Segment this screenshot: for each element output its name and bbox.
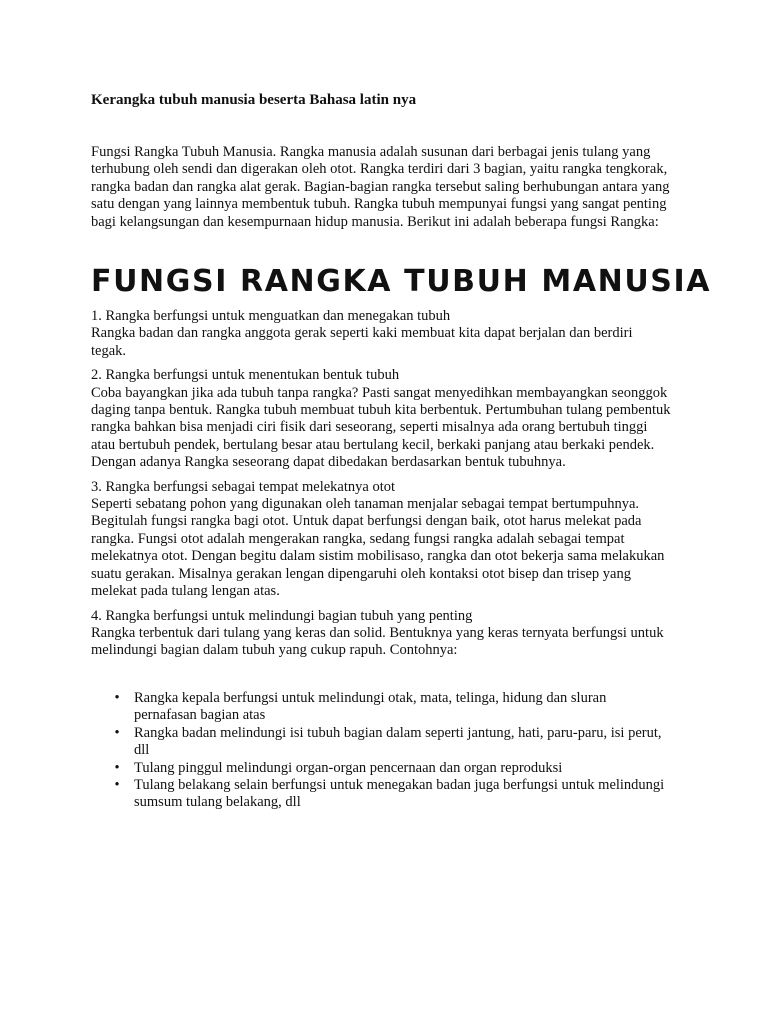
- function-section: [91, 367, 671, 471]
- list-item: [112, 760, 672, 777]
- bullet-icon: •: [114, 690, 120, 706]
- list-item-text: Rangka badan melindungi isi tubuh bagian dalam seperti jantung, hati, paru-paru, isi perut, dll: [134, 724, 662, 759]
- section-body: Rangka terbentuk dari tulang yang keras dan solid. Bentuknya yang keras ternyata berfungsi untuk melindungi bagian dalam tubuh yang cukup rapuh. Contohnya:: [91, 624, 664, 659]
- list-item-text: Tulang pinggul melindungi organ-organ pencernaan dan organ reproduksi: [134, 759, 563, 776]
- protection-examples-list: [112, 690, 672, 812]
- section-title: 2. Rangka berfungsi untuk menentukan bentuk tubuh: [91, 367, 400, 384]
- section-body: Seperti sebatang pohon yang digunakan oleh tanaman menjalar sebagai tempat bertumpuhnya. Begitulah fungsi rangka bagi otot. Untuk dapat berfungsi dengan baik, otot harus melekat pada rangka. Fungsi otot adalah mengerakan rangka, sedang fungsi rangka adalah sebagai tempat melekatnya otot. Dengan begitu dalam sistim mobilisaso, rangka dan otot bekerja sama melakukan suatu gerakan. Misalnya gerakan lengan dipengaruhi oleh kontaksi otot bisep dan trisep yang melekat pada tulang lengan atas.: [91, 496, 665, 600]
- bullet-icon: •: [114, 759, 120, 776]
- list-item: [112, 725, 672, 760]
- list-item-text: Rangka kepala berfungsi untuk melindungi otak, mata, telinga, hidung dan sluran pernafasan bagian atas: [134, 690, 607, 724]
- section-heading: FUNGSI RANGKA TUBUH MANUSIA: [91, 264, 712, 299]
- bullet-icon: •: [114, 777, 120, 794]
- function-section: [91, 479, 671, 601]
- list-item: [112, 777, 672, 812]
- list-item-text: Tulang belakang selain berfungsi untuk menegakan badan juga berfungsi untuk melindungi sumsum tulang belakang, dll: [134, 777, 665, 811]
- list-item: [112, 690, 672, 725]
- intro-paragraph: Fungsi Rangka Tubuh Manusia. Rangka manusia adalah susunan dari berbagai jenis tulang yang terhubung oleh sendi dan digerakan oleh otot. Rangka terdiri dari 3 bagian, yaitu rangka tengkorak, rangka badan dan rangka alat gerak. Bagian-bagian rangka tersebut saling berhubungan antara yang satu dengan yang lainnya membentuk tubuh. Rangka tubuh mempunyai fungsi yang sangat penting bagi kelangsungan dan kesempurnaan hidup manusia. Berikut ini adalah beberapa fungsi Rangka:: [91, 144, 670, 230]
- function-sections: [91, 308, 671, 667]
- function-section: [91, 608, 671, 660]
- section-title: 4. Rangka berfungsi untuk melindungi bagian tubuh yang penting: [91, 607, 473, 624]
- function-section: [91, 308, 671, 360]
- document-title: Kerangka tubuh manusia beserta Bahasa latin nya: [91, 92, 417, 108]
- bullet-icon: •: [114, 724, 120, 741]
- section-title: 3. Rangka berfungsi sebagai tempat melekatnya otot: [91, 478, 396, 495]
- section-title: 1. Rangka berfungsi untuk menguatkan dan menegakan tubuh: [91, 308, 451, 324]
- section-body: Coba bayangkan jika ada tubuh tanpa rangka? Pasti sangat menyedihkan membayangkan seonggok daging tanpa bentuk. Rangka tubuh membuat tubuh kita berbentuk. Pertumbuhan tulang pembentuk rangka bahkan bisa menjadi ciri fisik dari seseorang, seperti misalnya ada orang bertubuh tinggi atau bertubuh pendek, bertulang besar atau bertulang kecil, berkaki panjang atau berkaki pendek. Dengan adanya Rangka seseorang dapat dibedakan berdasarkan bentuk tubuhnya.: [91, 384, 671, 471]
- section-body: Rangka badan dan rangka anggota gerak seperti kaki membuat kita dapat berjalan dan berdiri tegak.: [91, 325, 633, 359]
